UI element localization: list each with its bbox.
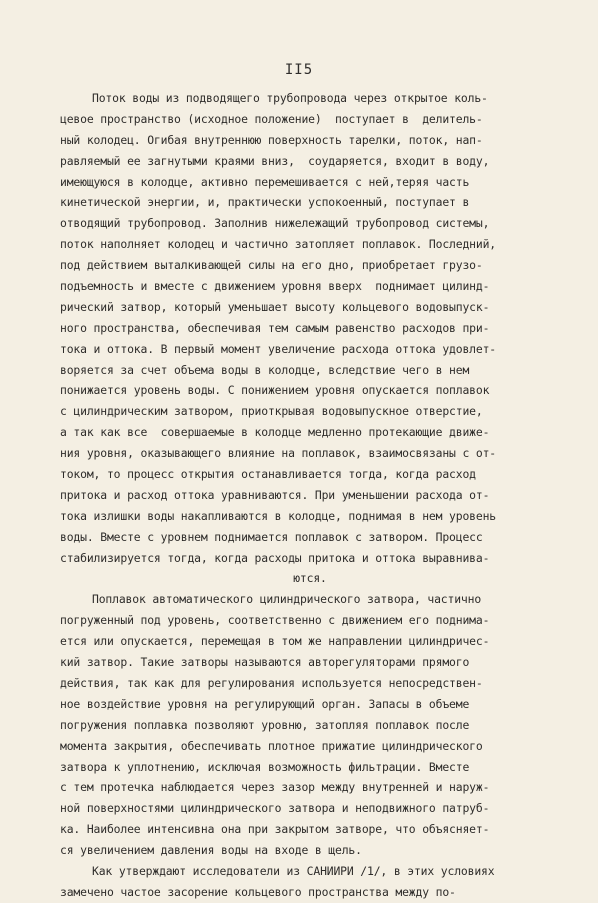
text-line: под действием выталкивающей силы на его дно, приобретает грузо-: [60, 258, 483, 273]
text-line: ются.: [293, 571, 327, 586]
text-line: момента закрытия, обеспечивать плотное прижатие цилиндрического: [60, 738, 483, 753]
text-line: ся увеличением давления воды на входе в щель.: [60, 843, 362, 858]
body-text: [60, 88, 560, 903]
text-line: замечено частое засорение кольцевого пространства между по-: [60, 884, 456, 899]
text-line: с цилиндрическим затвором, приоткрывая водовыпускное отверстие,: [60, 404, 483, 419]
text-line: ной поверхностями цилиндрического затвора и неподвижного патруб-: [60, 801, 490, 816]
text-line: понижается уровень воды. С понижением уровня опускается поплавок: [60, 383, 490, 398]
text-line: воряется за счет объема воды в колодце, вследствие чего в нем: [60, 362, 470, 377]
text-line: отводящий трубопровод. Заполнив нижележащий трубопровод системы,: [60, 216, 490, 231]
text-line: имеющуюся в колодце, активно перемешивается с ней,теряя часть: [60, 174, 470, 189]
text-line: ного пространства, обеспечивая тем самым равенство расходов при-: [60, 320, 490, 335]
text-line: ния уровня, оказывающего влияние на поплавок, взаимосвязаны с от-: [60, 446, 497, 461]
paragraph-1: [60, 88, 560, 589]
text-line: поток наполняет колодец и частично затопляет поплавок. Последний,: [60, 237, 497, 252]
text-line: подъемность и вместе с движением уровня вверх поднимает цилинд-: [60, 279, 490, 294]
text-line: а так как все совершаемые в колодце медленно протекающие движе-: [60, 425, 490, 440]
text-line: притока и расход оттока уравниваются. При уменьшении расхода от-: [60, 487, 490, 502]
text-line: Поплавок автоматического цилиндрического затвора, частично: [92, 592, 482, 607]
text-line: Поток воды из подводящего трубопровода через открытое коль-: [92, 91, 488, 105]
paragraph-3: [60, 861, 560, 903]
text-line: током, то процесс открытия останавливается тогда, когда расход: [60, 467, 476, 482]
text-line: тока и оттока. В первый момент увеличение расхода оттока удовлет-: [60, 341, 497, 356]
text-line: кинетической энергии, и, практически успокоенный, поступает в: [60, 195, 470, 210]
text-line: ный колодец. Огибая внутреннюю поверхность тарелки, поток, нап-: [60, 132, 483, 147]
page-number: II5: [284, 62, 314, 78]
text-line: действия, так как для регулирования используется непосредствен-: [60, 675, 483, 690]
text-line: ка. Наиболее интенсивна она при закрытом затворе, что объясняет-: [60, 822, 490, 837]
text-line: затвора к уплотнению, исключая возможность фильтрации. Вместе: [60, 759, 470, 774]
paragraph-2: [60, 589, 560, 861]
text-line: рический затвор, который уменьшает высоту кольцевого водовыпуск-: [60, 299, 490, 314]
text-line: цевое пространство (исходное положение) поступает в делитель-: [60, 111, 483, 126]
text-line: равляемый ее загнутыми краями вниз, соударяется, входит в воду,: [60, 153, 490, 168]
text-line: ное воздействие уровня на регулирующий орган. Запасы в объеме: [60, 696, 470, 711]
text-line: воды. Вместе с уровнем поднимается поплавок с затвором. Процесс: [60, 529, 483, 544]
text-line: погружения поплавка позволяют уровню, затопляя поплавок после: [60, 717, 470, 732]
text-line: с тем протечка наблюдается через зазор между внутренней и наруж-: [60, 780, 490, 795]
text-line: кий затвор. Такие затворы называются авторегуляторами прямого: [60, 655, 470, 670]
text-line: ется или опускается, перемещая в том же направлении цилиндричес-: [60, 634, 490, 649]
text-line: Как утверждают исследователи из САНИИРИ /1/, в этих условиях: [92, 863, 495, 878]
text-line: погруженный под уровень, соответственно с движением его поднима-: [60, 613, 490, 628]
text-line: тока излишки воды накапливаются в колодце, поднимая в нем уровень: [60, 508, 497, 523]
text-line: стабилизируется тогда, когда расходы притока и оттока выравнива-: [60, 550, 490, 565]
